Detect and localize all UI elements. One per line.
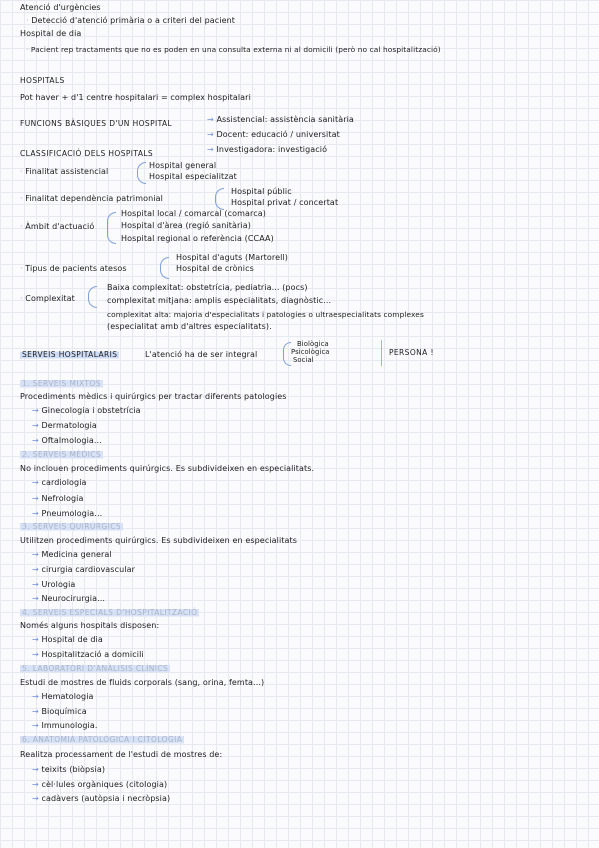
serveis-heading: SERVEIS HOSPITALARIS bbox=[22, 350, 118, 359]
aspect-item: Social bbox=[293, 356, 314, 364]
section-desc: Realitza processament de l'estudi de mostres de: bbox=[20, 750, 223, 759]
hospitals-heading: HOSPITALS bbox=[20, 76, 65, 85]
section-item: → Medicina general bbox=[32, 550, 112, 559]
section-title: 5. LABORATORI D'ANÀLISIS CLÍNICS bbox=[22, 664, 169, 673]
complexitat-item: complexitat alta: majoria d'especialitats i patologies o ultraespecialitats complexes bbox=[107, 310, 424, 319]
section-item: → cèl·lules orgàniques (citologia) bbox=[32, 780, 168, 789]
section-item: → Hospitalització a domicili bbox=[32, 650, 144, 659]
section-item: → Immunologia. bbox=[32, 721, 98, 730]
funcions-heading: FUNCIONS BÀSIQUES D'UN HOSPITAL bbox=[20, 119, 173, 128]
funcio-item: → Assistencial: assistència sanitària bbox=[207, 115, 354, 124]
brace bbox=[137, 162, 146, 184]
brace bbox=[88, 286, 97, 308]
class-item: Hospital d'àrea (regió sanitària) bbox=[121, 221, 251, 230]
class-item: Hospital regional o referència (CCAA) bbox=[121, 234, 274, 243]
section-item: → Dermatologia bbox=[32, 421, 97, 430]
complexitat-item: Baixa complexitat: obstetrícia, pediatria... (pocs) bbox=[107, 283, 308, 292]
section-item: → cadàvers (autòpsia i necròpsia) bbox=[32, 794, 171, 803]
section-item: → cardiologia bbox=[32, 478, 87, 487]
class-item: Hospital especialitzat bbox=[149, 172, 237, 181]
section-item: → Neurocirurgia... bbox=[32, 594, 105, 603]
section-item: → Oftalmologia... bbox=[32, 436, 102, 445]
section-item: → Urologia bbox=[32, 580, 76, 589]
persona-label: PERSONA ! bbox=[389, 348, 434, 357]
section-item: → Hematologia bbox=[32, 692, 94, 701]
section-desc: Procediments mèdics i quirúrgics per tractar diferents patologies bbox=[20, 392, 287, 401]
aspect-item: Biològica bbox=[297, 340, 329, 348]
class-item: Hospital d'aguts (Martorell) bbox=[176, 253, 289, 262]
serveis-intro: L'atenció ha de ser integral bbox=[145, 350, 258, 359]
section-desc: Estudi de mostres de fluids corporals (sang, orina, femta...) bbox=[20, 678, 265, 687]
class-item: Hospital general bbox=[149, 161, 217, 170]
ambit-label: · Àmbit d'actuació bbox=[20, 222, 95, 231]
section-item: → Ginecologia i obstetrícia bbox=[32, 406, 141, 415]
class-item: Hospital de crònics bbox=[176, 264, 254, 273]
class-item: Hospital privat / concertat bbox=[231, 198, 339, 207]
class-item: Hospital públic bbox=[231, 187, 292, 196]
dependencia-label: · Finalitat dependència patrimonial bbox=[20, 194, 163, 203]
section-title: 3. SERVEIS QUIRÚRGICS bbox=[22, 522, 122, 531]
tipus-pacients-label: · Tipus de pacients atesos bbox=[20, 264, 127, 273]
hospitals-definition: Pot haver + d'1 centre hospitalari = complex hospitalari bbox=[20, 93, 251, 102]
section-item: → Nefrologia bbox=[32, 494, 84, 503]
section-title: 1. SERVEIS MIXTOS bbox=[22, 379, 101, 388]
section-title: 4. SERVEIS ESPECIALS D'HOSPITALITZACIÓ bbox=[22, 608, 198, 617]
complexitat-label: · Complexitat bbox=[20, 294, 75, 303]
hospital-dia-heading: Hospital de dia bbox=[20, 29, 82, 38]
section-desc: Només alguns hospitals disposen: bbox=[20, 621, 160, 630]
urgencies-item: · Detecció d'atenció primària o a criteri del pacient bbox=[26, 16, 236, 25]
class-item: Hospital local / comarcal (comarca) bbox=[121, 209, 266, 218]
section-title: 6. ANATOMIA PATOLÒGICA I CITOLOGIA bbox=[22, 735, 183, 744]
finalitat-assistencial-label: · Finalitat assistencial bbox=[20, 167, 109, 176]
section-item: → Hospital de dia bbox=[32, 635, 103, 644]
funcio-item: → Docent: educació / universitat bbox=[207, 130, 340, 139]
section-item: → teixits (biòpsia) bbox=[32, 765, 106, 774]
section-item: → cirurgia cardiovascular bbox=[32, 565, 135, 574]
hospital-dia-item: · Pacient rep tractaments que no es poden en una consulta externa ni al domicili (però no cal hospitalització) bbox=[26, 45, 441, 54]
section-desc: No inclouen procediments quirúrgics. Es subdivideixen en especialitats. bbox=[20, 464, 315, 473]
brace bbox=[283, 342, 291, 366]
complexitat-item: complexitat mitjana: amplis especialitats, diagnòstic... bbox=[107, 296, 332, 305]
complexitat-item: (especialitat amb d'altres especialitats). bbox=[107, 322, 272, 331]
urgencies-heading: Atenció d'urgències bbox=[20, 3, 101, 12]
brace bbox=[160, 257, 169, 279]
classificacio-heading: CLASSIFICACIÓ DELS HOSPITALS bbox=[20, 149, 154, 158]
funcio-item: → Investigadora: investigació bbox=[207, 145, 328, 154]
aspect-item: Psicològica bbox=[291, 348, 330, 356]
section-item: → Pneumologia... bbox=[32, 509, 103, 518]
section-title: 2. SERVEIS MÈDICS bbox=[22, 450, 102, 459]
brace bbox=[107, 212, 116, 244]
section-desc: Utilitzen procediments quirúrgics. Es subdivideixen en especialitats bbox=[20, 536, 298, 545]
section-item: → Bioquímica bbox=[32, 707, 87, 716]
brace bbox=[215, 188, 224, 210]
divider bbox=[381, 340, 382, 366]
